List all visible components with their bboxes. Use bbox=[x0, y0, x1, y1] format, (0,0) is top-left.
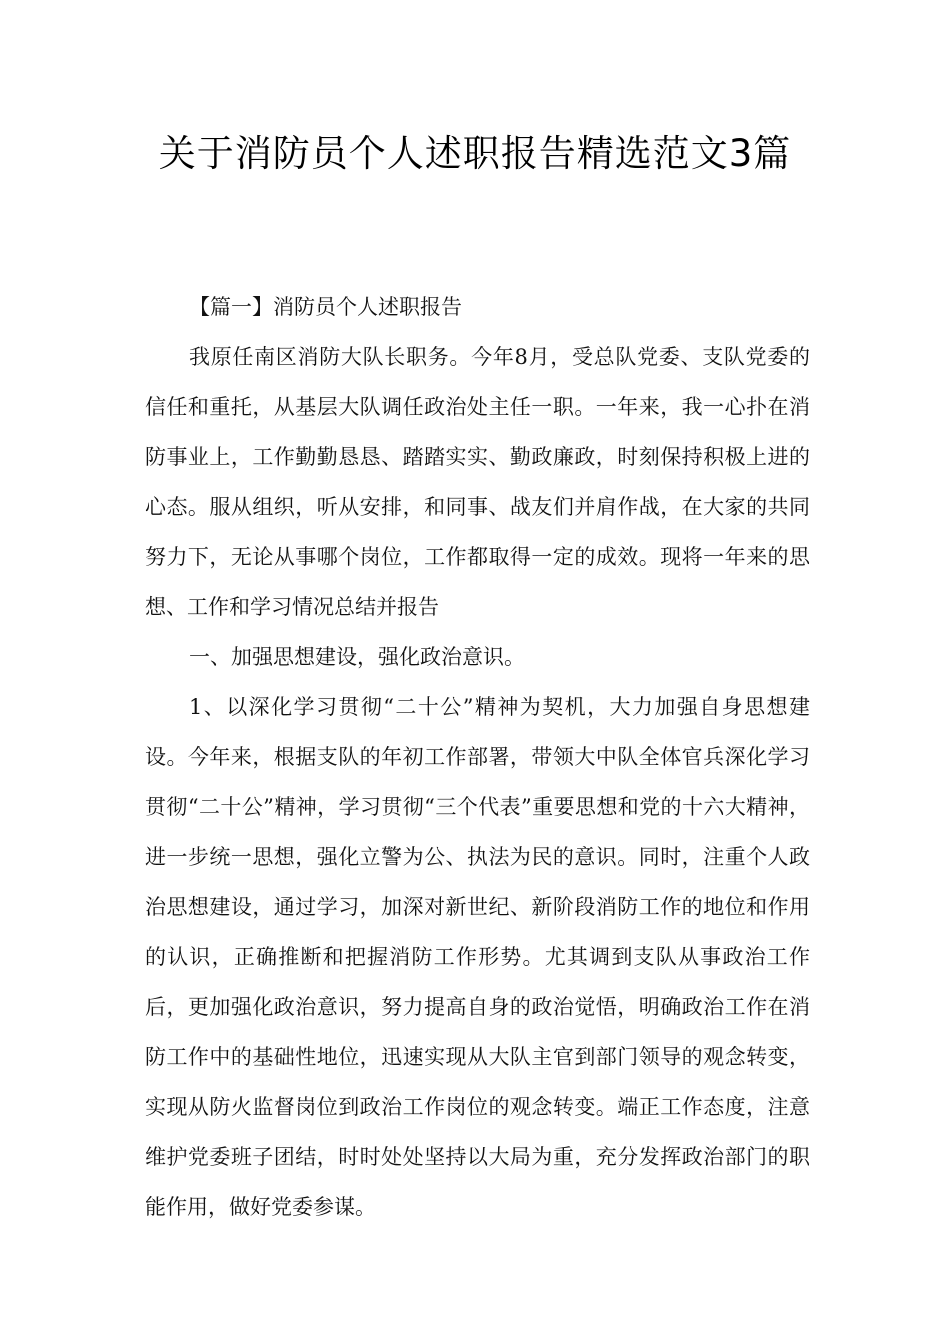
subsection-heading: 一、加强思想建设，强化政治意识。 bbox=[189, 645, 525, 669]
paragraph-point-1: 1、以深化学习贯彻“二十公”精神为契机，大力加强自身思想建设。今年来，根据支队的年初工作部署，带领大中队全体官兵深化学习贯彻“二十公”精神，学习贯彻“三个代表”重要思想和党的十六大精神，进一步统一思想，强化立警为公、执法为民的意识。同时，注重个人政治思想建设，通过学习，加深对新世纪、新阶段消防工作的地位和作用的认识，正确推断和把握消防工作形势。尤其调到支队从事政治工作后，更加强化政治意识，努力提高自身的政治觉悟，明确政治工作在消防工作中的基础性地位，迅速实现从大队主官到部门领导的观念转变，实现从防火监督岗位到政治工作岗位的观念转变。端正工作态度，注意维护党委班子团结，时时处处坚持以大局为重，充分发挥政治部门的职能作用，做好党委参谋。 bbox=[145, 695, 810, 1219]
paragraph-intro: 我原任南区消防大队长职务。今年8月，受总队党委、支队党委的信任和重托，从基层大队调任政治处主任一职。一年来，我一心扑在消防事业上，工作勤勤恳恳、踏踏实实、勤政廉政，时刻保持积极上进的心态。服从组织，听从安排，和同事、战友们并肩作战，在大家的共同努力下，无论从事哪个岗位，工作都取得一定的成效。现将一年来的思想、工作和学习情况总结并报告 bbox=[145, 345, 810, 619]
section-heading: 【篇一】消防员个人述职报告 bbox=[189, 295, 462, 319]
document-body bbox=[145, 282, 810, 1232]
document-title: 关于消防员个人述职报告精选范文3篇 bbox=[158, 132, 792, 175]
